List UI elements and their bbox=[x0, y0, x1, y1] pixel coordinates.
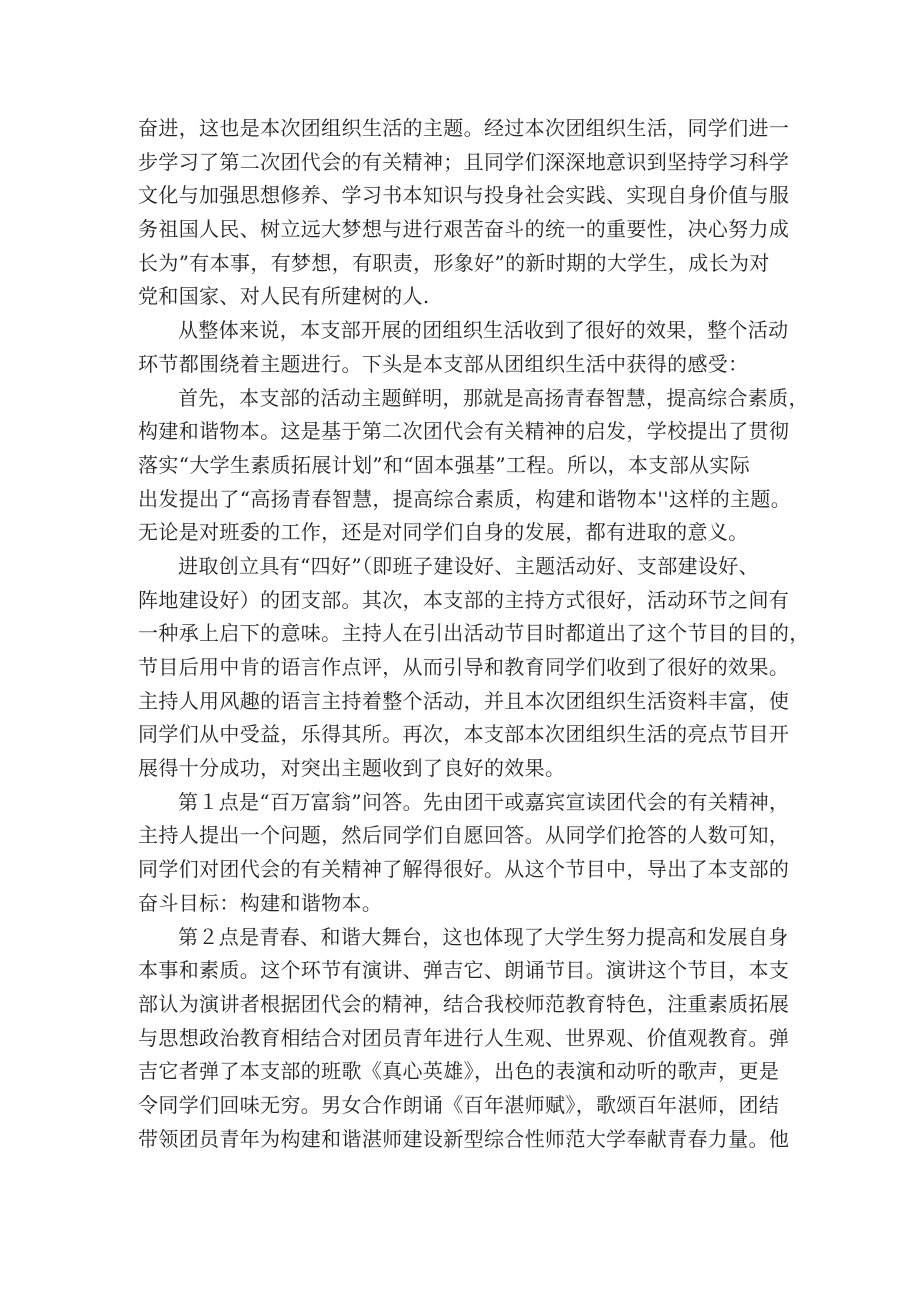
paragraph-start-line: 首先，本支部的活动主题鲜明，那就是高扬青春智慧，提高综合素质， bbox=[178, 385, 809, 410]
text-line: 吉它者弹了本支部的班歌《真心英雄》，出色的表演和动听的歌声，更是 bbox=[138, 1059, 780, 1084]
text-line: 同学们从中受益，乐得其所。再次，本支部本次团组织生活的亮点节目开 bbox=[138, 722, 790, 747]
text-line: 奋进，这也是本次团组织生活的主题。经过本次团组织生活，同学们进一 bbox=[138, 116, 790, 140]
paragraph-start-line: 第２点是青春、和谐大舞台，这也体现了大学生努力提高和发展自身 bbox=[178, 924, 789, 949]
text-line: 出发提出了“高扬青春智慧，提高综合素质，构建和谐物本''这样的主题。 bbox=[138, 486, 792, 511]
text-line: 展得十分成功，对突出主题收到了良好的效果。 bbox=[138, 756, 566, 781]
text-line: 阵地建设好）的团支部。其次，本支部的主持方式很好，活动环节之间有 bbox=[138, 587, 790, 612]
text-line: 带领团员青年为构建和谐湛师建设新型综合性师范大学奉献青春力量。他 bbox=[138, 1126, 790, 1151]
text-line: 文化与加强思想修养、学习书本知识与投身社会实践、实现自身价值与服 bbox=[138, 183, 790, 208]
text-line: 节目后用中肯的语言作点评，从而引导和教育同学们收到了很好的效果。 bbox=[138, 655, 790, 679]
text-line: 令同学们回味无穷。男女合作朗诵《百年湛师赋》，歌颂百年湛师，团结 bbox=[138, 1092, 780, 1117]
text-line: 务祖国人民、树立远大梦想与进行艰苦奋斗的统一的重要性，决心努力成 bbox=[138, 217, 790, 242]
text-line: 同学们对团代会的有关精神了解得很好。从这个节目中，导出了本支部的 bbox=[138, 857, 790, 882]
text-line: 一种承上启下的意味。主持人在引出活动节目时都道出了这个节目的目的， bbox=[138, 621, 810, 646]
text-line: 步学习了第二次团代会的有关精神；且同学们深深地意识到坚持学习科学 bbox=[138, 149, 790, 174]
text-line: 本事和素质。这个环节有演讲、弹吉它、朗诵节目。演讲这个节目，本支 bbox=[138, 958, 790, 983]
text-line: 部认为演讲者根据团代会的精神，结合我校师范教育特色，注重素质拓展 bbox=[138, 991, 790, 1016]
text-line: 党和国家、对人民有所建树的人. bbox=[138, 284, 430, 309]
paragraph-start-line: 进取创立具有“四好”（即班子建设好、主题活动好、支部建设好、 bbox=[178, 553, 759, 578]
text-line: 主持人提出一个问题，然后同学们自愿回答。从同学们抢答的人数可知， bbox=[138, 823, 790, 848]
text-line: 环节都围绕着主题进行。下头是本支部从团组织生活中获得的感受： bbox=[138, 351, 749, 376]
text-line: 无论是对班委的工作，还是对同学们自身的发展，都有进取的意义。 bbox=[138, 520, 749, 545]
paragraph-start-line: 第１点是“百万富翁”问答。先由团干或嘉宾宣读团代会的有关精神， bbox=[178, 789, 790, 814]
text-line: 长为”有本事，有梦想，有职责，形象好”的新时期的大学生，成长为对 bbox=[138, 250, 770, 275]
paragraph-start-line: 从整体来说，本支部开展的团组织生活收到了很好的效果，整个活动 bbox=[178, 318, 789, 343]
text-line: 奋斗目标：构建和谐物本。 bbox=[138, 890, 383, 915]
text-line: 主持人用风趣的语言主持着整个活动，并且本次团组织生活资料丰富，使 bbox=[138, 688, 790, 713]
body-text bbox=[138, 112, 810, 1156]
text-line: 落实“大学生素质拓展计划”和“固本强基”工程。所以，本支部从实际 bbox=[138, 452, 751, 477]
text-line: 与思想政治教育相结合对团员青年进行人生观、世界观、价值观教育。弹 bbox=[138, 1025, 790, 1050]
text-line: 构建和谐物本。这是基于第二次团代会有关精神的启发，学校提出了贯彻 bbox=[138, 419, 790, 444]
